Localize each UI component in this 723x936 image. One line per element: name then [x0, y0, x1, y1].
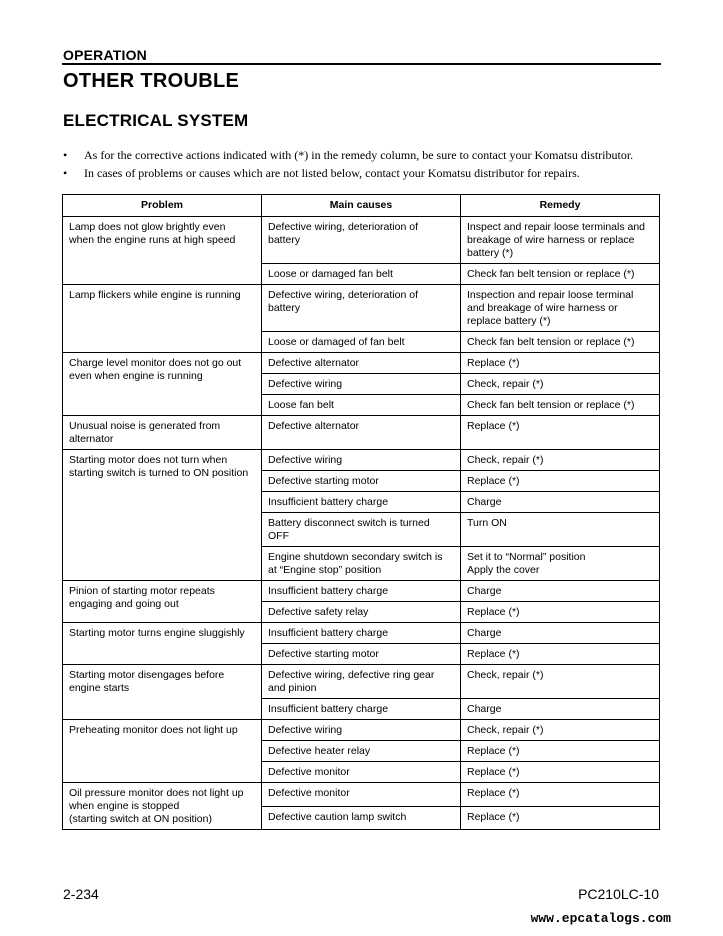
column-header-main-causes: Main causes	[262, 195, 461, 217]
remedy-cell	[461, 332, 660, 353]
remedy-cell	[461, 353, 660, 374]
page-title: OTHER TROUBLE	[63, 70, 240, 92]
cause-text: Defective safety relay	[268, 606, 369, 618]
remedy-cell	[461, 602, 660, 623]
remedy-cell	[461, 395, 660, 416]
cause-text: Defective monitor	[268, 787, 350, 799]
table-row	[63, 416, 660, 450]
page-number: 2-234	[63, 886, 99, 902]
remedy-text: Replace (*)	[467, 745, 520, 757]
cause-text: Defective wiring	[268, 724, 343, 736]
remedy-text: Charge	[467, 585, 502, 597]
watermark-text: www.epcatalogs.com	[530, 911, 671, 926]
problem-cell	[63, 353, 262, 416]
remedy-text: Check, repair (*)	[467, 454, 544, 466]
note-item: • In cases of problems or causes which are not listed below, contact your Komatsu distributor for repairs.	[63, 164, 663, 182]
table-row	[63, 720, 660, 741]
cause-cell	[262, 395, 461, 416]
column-header-problem: Problem	[63, 195, 262, 217]
remedy-cell	[461, 644, 660, 665]
table-header-row	[63, 195, 660, 217]
problem-cell	[63, 623, 262, 665]
problem-cell	[63, 217, 262, 285]
remedy-cell	[461, 623, 660, 644]
remedy-cell	[461, 513, 660, 547]
cause-cell	[262, 665, 461, 699]
header-rule	[62, 63, 661, 65]
subsection-title: ELECTRICAL SYSTEM	[63, 111, 249, 130]
table-row	[63, 450, 660, 471]
problem-text: Lamp flickers while engine is running	[69, 289, 241, 301]
remedy-text: Replace (*)	[467, 475, 520, 487]
cause-cell	[262, 450, 461, 471]
remedy-cell	[461, 699, 660, 720]
cause-text: Defective wiring	[268, 454, 343, 466]
cause-cell	[262, 471, 461, 492]
problem-text: Preheating monitor does not light up	[69, 724, 238, 736]
problem-cell	[63, 665, 262, 720]
remedy-text: Inspection and repair loose terminal and breakage of wire harness or replace battery (*)	[467, 289, 634, 327]
cause-cell	[262, 374, 461, 395]
table-row	[63, 353, 660, 374]
problem-cell	[63, 581, 262, 623]
cause-cell	[262, 623, 461, 644]
remedy-cell	[461, 665, 660, 699]
cause-text: Defective monitor	[268, 766, 350, 778]
cause-text: Defective wiring	[268, 378, 343, 390]
cause-cell	[262, 353, 461, 374]
remedy-text: Replace (*)	[467, 606, 520, 618]
cause-text: Loose fan belt	[268, 399, 334, 411]
problem-text: Unusual noise is generated from alternator	[69, 420, 221, 445]
problem-cell	[63, 285, 262, 353]
cause-text: Defective caution lamp switch	[268, 810, 407, 823]
problem-text: Starting motor turns engine sluggishly	[69, 627, 245, 639]
remedy-cell	[461, 741, 660, 762]
problem-text: Starting motor disengages before engine starts	[69, 669, 225, 694]
table-row	[63, 217, 660, 264]
problem-text: Starting motor does not turn when starting switch is turned to ON position	[69, 454, 249, 479]
cause-cell	[262, 783, 461, 807]
cause-cell	[262, 644, 461, 665]
note-item: • As for the corrective actions indicated with (*) in the remedy column, be sure to contact your Komatsu distributor.	[63, 146, 663, 164]
table-row	[63, 783, 660, 807]
remedy-text: Replace (*)	[467, 648, 520, 660]
remedy-text: Turn ON	[467, 517, 507, 529]
cause-cell	[262, 416, 461, 450]
cause-text: Defective wiring, deterioration of battery	[268, 289, 418, 314]
cause-cell	[262, 492, 461, 513]
cause-text: Defective heater relay	[268, 745, 371, 757]
remedy-cell	[461, 762, 660, 783]
cause-cell	[262, 720, 461, 741]
remedy-cell	[461, 581, 660, 602]
cause-cell	[262, 581, 461, 602]
problem-text: Pinion of starting motor repeats engaging and going out	[69, 585, 215, 610]
remedy-text: Check, repair (*)	[467, 724, 544, 736]
cause-text: Defective alternator	[268, 357, 360, 369]
notes-list	[63, 146, 663, 182]
cause-cell	[262, 741, 461, 762]
remedy-cell	[461, 547, 660, 581]
cause-text: Battery disconnect switch is turned OFF	[268, 517, 430, 542]
remedy-cell	[461, 806, 660, 830]
remedy-cell	[461, 264, 660, 285]
cause-text: Defective starting motor	[268, 475, 379, 487]
remedy-text: Charge	[467, 703, 502, 715]
problem-cell	[63, 416, 262, 450]
remedy-text: Replace (*)	[467, 810, 520, 823]
remedy-cell	[461, 720, 660, 741]
cause-text: Engine shutdown secondary switch is at “Engine stop” position	[268, 551, 443, 576]
table-body	[63, 217, 660, 830]
remedy-text: Replace (*)	[467, 787, 520, 799]
cause-cell	[262, 332, 461, 353]
cause-cell	[262, 217, 461, 264]
table-row	[63, 623, 660, 644]
cause-cell	[262, 806, 461, 830]
remedy-text: Check fan belt tension or replace (*)	[467, 399, 635, 411]
problem-text: Charge level monitor does not go out even when engine is running	[69, 357, 242, 382]
model-code: PC210LC-10	[578, 886, 659, 902]
section-label: OPERATION	[63, 47, 147, 63]
cause-text: Insufficient battery charge	[268, 496, 389, 508]
remedy-text: Replace (*)	[467, 420, 520, 432]
remedy-cell	[461, 374, 660, 395]
cause-text: Loose or damaged fan belt	[268, 268, 393, 280]
remedy-cell	[461, 492, 660, 513]
remedy-cell	[461, 416, 660, 450]
remedy-text: Charge	[467, 496, 502, 508]
problem-text: Lamp does not glow brightly even when the engine runs at high speed	[69, 221, 236, 246]
remedy-cell	[461, 217, 660, 264]
problem-cell	[63, 783, 262, 830]
cause-cell	[262, 285, 461, 332]
table-row	[63, 665, 660, 699]
remedy-text: Check fan belt tension or replace (*)	[467, 336, 635, 348]
remedy-text: Check, repair (*)	[467, 378, 544, 390]
table-row	[63, 285, 660, 332]
remedy-text: Replace (*)	[467, 766, 520, 778]
cause-text: Defective starting motor	[268, 648, 379, 660]
cause-text: Insufficient battery charge	[268, 627, 389, 639]
problem-text: Oil pressure monitor does not light up when engine is stopped (starting switch at ON position)	[69, 787, 244, 825]
problem-cell	[63, 450, 262, 581]
cause-text: Defective wiring, deterioration of battery	[268, 221, 418, 246]
remedy-text: Check, repair (*)	[467, 669, 544, 681]
table-row	[63, 581, 660, 602]
remedy-text: Replace (*)	[467, 357, 520, 369]
cause-cell	[262, 547, 461, 581]
cause-text: Defective wiring, defective ring gear and pinion	[268, 669, 435, 694]
column-header-remedy: Remedy	[461, 195, 660, 217]
remedy-text: Inspect and repair loose terminals and breakage of wire harness or replace battery (*)	[467, 221, 646, 259]
remedy-text: Charge	[467, 627, 502, 639]
cause-cell	[262, 762, 461, 783]
remedy-text: Check fan belt tension or replace (*)	[467, 268, 635, 280]
remedy-cell	[461, 783, 660, 807]
cause-cell	[262, 699, 461, 720]
cause-cell	[262, 264, 461, 285]
cause-cell	[262, 602, 461, 623]
cause-text: Insufficient battery charge	[268, 585, 389, 597]
cause-text: Defective alternator	[268, 420, 360, 432]
problem-cell	[63, 720, 262, 783]
remedy-cell	[461, 450, 660, 471]
remedy-cell	[461, 471, 660, 492]
remedy-text: Set it to “Normal” position Apply the cover	[467, 551, 586, 576]
cause-text: Loose or damaged of fan belt	[268, 336, 405, 348]
cause-cell	[262, 513, 461, 547]
remedy-cell	[461, 285, 660, 332]
cause-text: Insufficient battery charge	[268, 703, 389, 715]
troubleshooting-table	[62, 194, 660, 830]
